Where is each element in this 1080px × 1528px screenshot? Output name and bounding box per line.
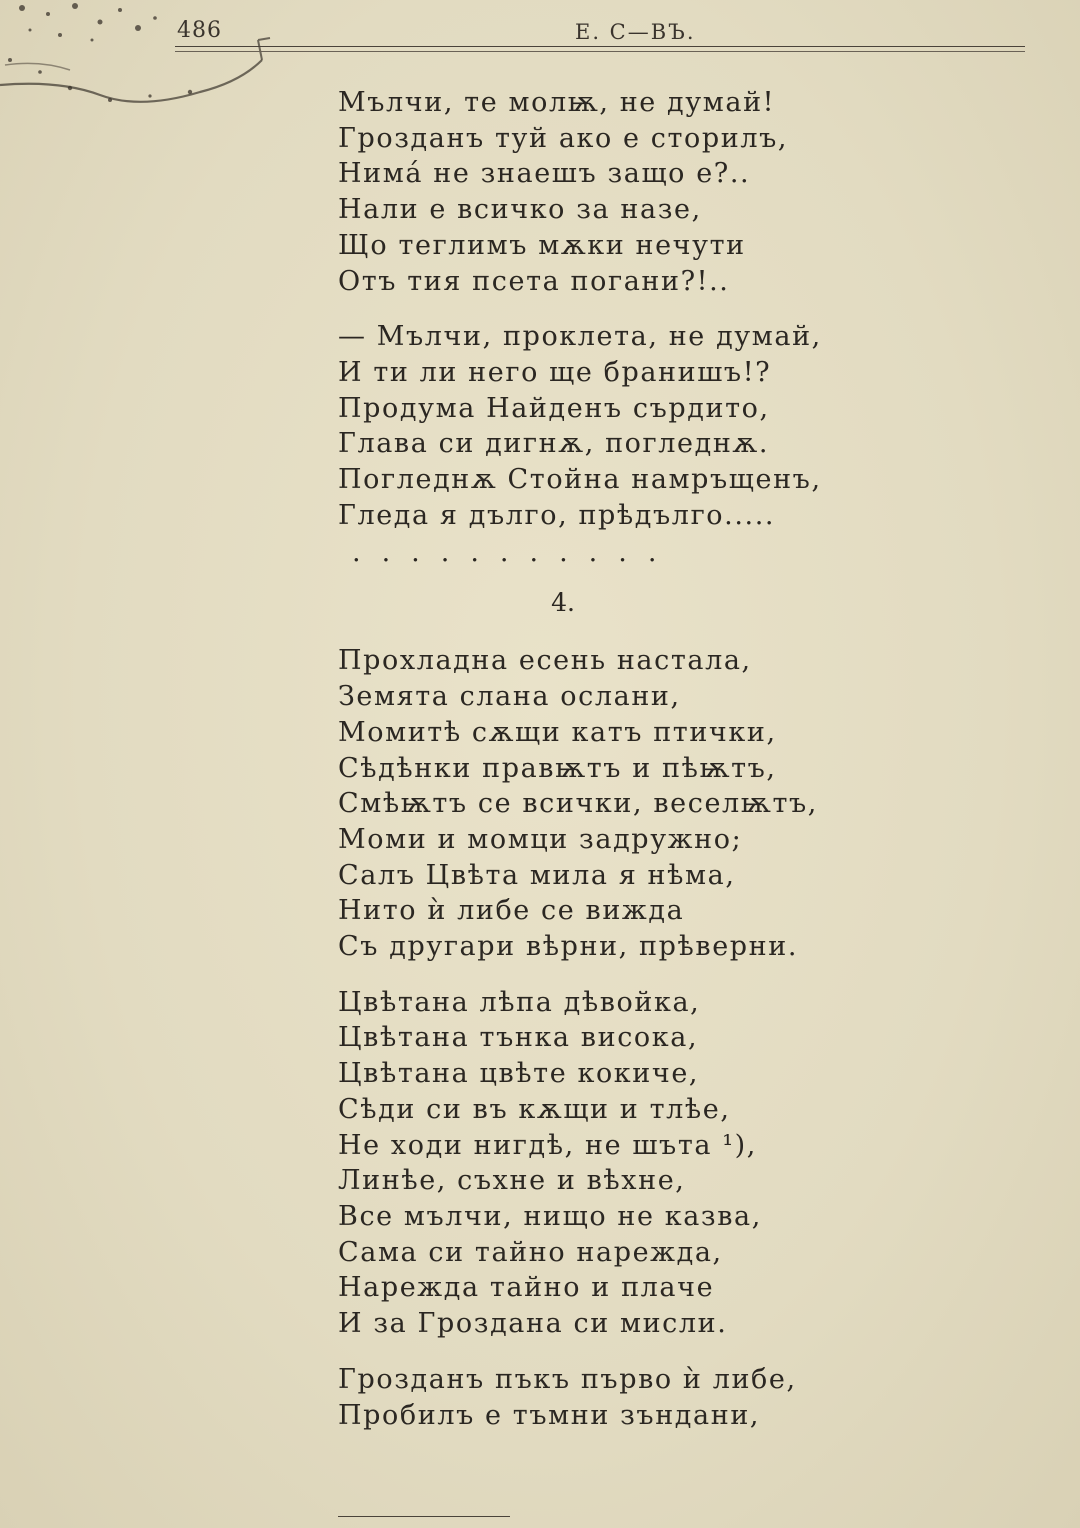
verse-line: Линѣе, съхне и вѣхне, <box>338 1165 686 1197</box>
stanza-3 <box>338 643 878 964</box>
section-number: 4. <box>551 588 575 618</box>
verse-line: Нито ѝ либе се вижда <box>338 895 685 927</box>
verse-line: Съ другари вѣрни, прѣверни. <box>338 931 799 963</box>
verse-line: И ти ли него ще бранишъ!? <box>338 356 772 388</box>
verse-line: Грозданъ пъкъ първо ѝ либе, <box>338 1363 797 1395</box>
verse-line: Не ходи нигдѣ, не шъта ¹), <box>338 1129 757 1161</box>
verse-line: Нали е всичко за назе, <box>338 194 702 226</box>
verse-line: Грозданъ туй ако е сторилъ, <box>338 122 789 154</box>
verse-line: Момитѣ сѫщи катъ птички, <box>338 716 777 748</box>
verse-line: Сѣди си въ кѫщи и тлѣе, <box>338 1093 731 1125</box>
verse-line: Прохладна есень настала, <box>338 645 752 677</box>
verse-line: Нарежда тайно и плаче <box>338 1272 715 1304</box>
stanza-4 <box>338 985 878 1342</box>
stanza-2 <box>338 319 878 573</box>
poem-body <box>338 85 878 1433</box>
ellipsis-row: ........... <box>352 537 678 569</box>
verse-line: Все мълчи, нищо не казва, <box>338 1200 762 1232</box>
page-number: 486 <box>177 18 222 43</box>
running-head: Е. С—ВЪ. <box>575 20 696 44</box>
verse-line: Сама си тайно нарежда, <box>338 1236 723 1268</box>
verse-line: Сѣдѣнки правѭтъ и пѣѭтъ, <box>338 752 777 784</box>
stanza-5 <box>338 1362 878 1433</box>
verse-line: Глава си дигнѫ, погледнѫ. <box>338 428 770 460</box>
header-rule <box>175 46 1025 47</box>
verse-line: Пробилъ е тъмни зъндани, <box>338 1399 761 1431</box>
verse-line: Нима́ не знаешъ защо е?.. <box>338 158 751 190</box>
verse-line: Цвѣтана цвѣте кокиче, <box>338 1058 700 1090</box>
footnote-rule <box>338 1516 510 1517</box>
verse-line: Погледнѫ Стойна намръщенъ, <box>338 464 822 496</box>
header-rule-secondary <box>175 51 1025 52</box>
verse-line: И за Гроздана си мисли. <box>338 1308 728 1340</box>
verse-line: Що теглимъ мѫки нечути <box>338 229 746 261</box>
verse-line: Цвѣтана тънка висока, <box>338 1022 699 1054</box>
verse-line: Смѣѭтъ се всички, веселѭтъ, <box>338 788 818 820</box>
verse-line: Земята слана ослани, <box>338 681 681 713</box>
verse-line: — Мълчи, проклета, не думай, <box>338 321 822 353</box>
verse-line: Цвѣтана лѣпа дѣвойка, <box>338 986 701 1018</box>
stanza-1 <box>338 85 878 299</box>
verse-line: Салъ Цвѣта мила я нѣма, <box>338 859 736 891</box>
verse-line: Мълчи, те молѭ, не думай! <box>338 87 776 118</box>
verse-line: Гледа я дълго, прѣдълго..... <box>338 499 776 531</box>
verse-line: Отъ тия псета погани?!.. <box>338 265 730 297</box>
verse-line: Продума Найденъ сърдито, <box>338 392 770 424</box>
verse-line: Моми и момци задружно; <box>338 823 743 855</box>
